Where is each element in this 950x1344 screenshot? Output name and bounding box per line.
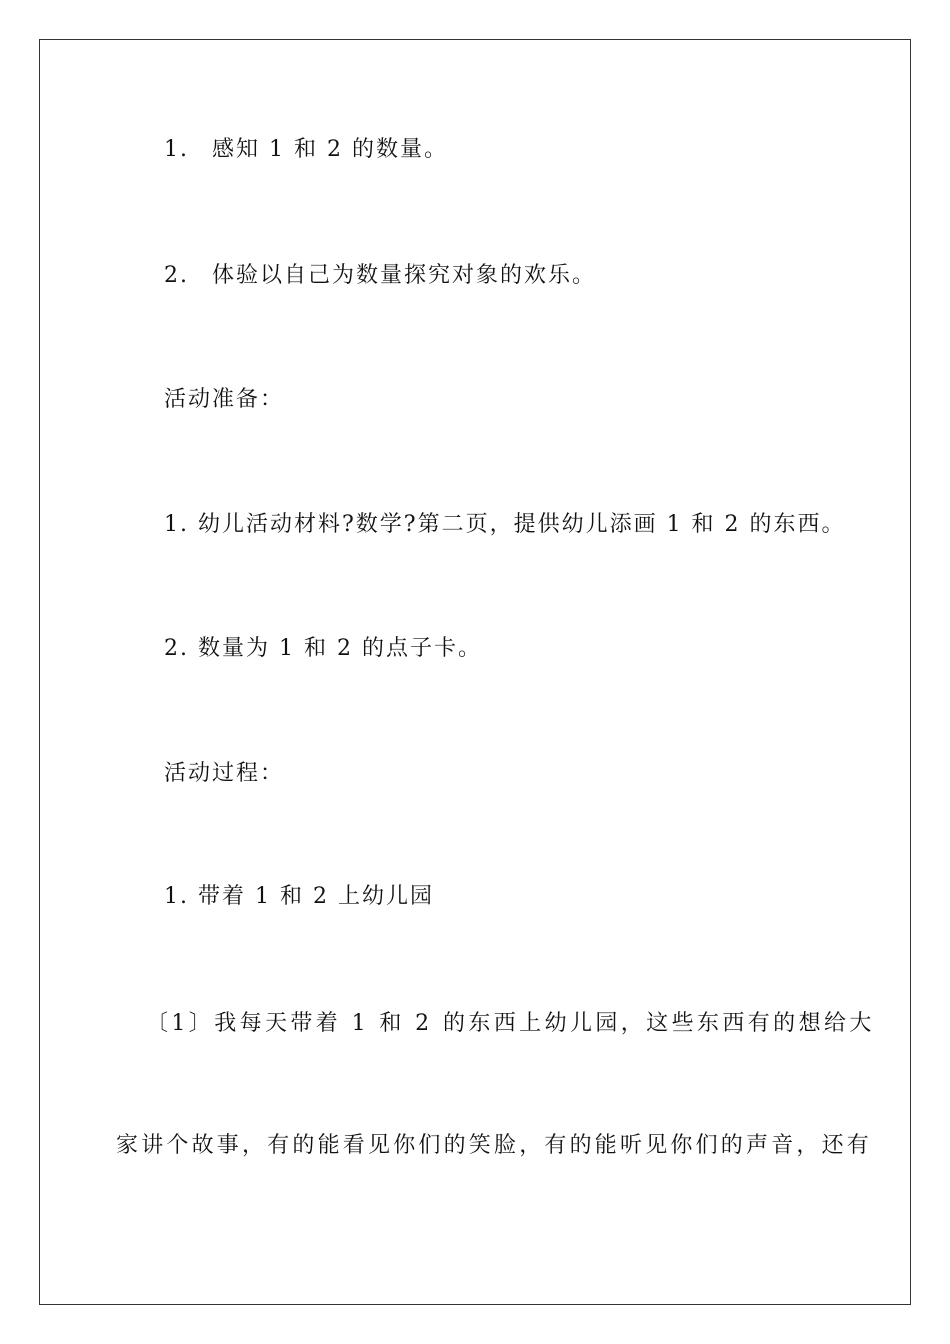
prep-item-1: 1. 幼儿活动材料?数学?第二页，提供幼儿添画 1 和 2 的东西。: [164, 512, 846, 537]
goal-item-1-number: 1.: [164, 137, 189, 162]
prep-heading: 活动准备：: [164, 387, 285, 412]
goal-item-1-text: 感知 1 和 2 的数量。: [212, 137, 448, 162]
goal-item-2: [164, 261, 596, 291]
goal-item-2-text: 体验以自己为数量探究对象的欢乐。: [212, 263, 597, 288]
process-paragraph-line-1: 〔1〕我每天带着 1 和 2 的东西上幼儿园，这些东西有的想给大: [146, 1011, 875, 1036]
process-heading: 活动过程：: [164, 761, 285, 786]
goal-item-1: [164, 135, 448, 165]
page-frame: [39, 39, 911, 1305]
prep-item-2: 2. 数量为 1 和 2 的点子卡。: [164, 636, 482, 661]
goal-item-2-number: 2.: [164, 263, 189, 288]
process-paragraph-line-2: 家讲个故事，有的能看见你们的笑脸，有的能听见你们的声音，还有: [116, 1133, 873, 1158]
process-step-1: 1. 带着 1 和 2 上幼儿园: [164, 884, 434, 909]
